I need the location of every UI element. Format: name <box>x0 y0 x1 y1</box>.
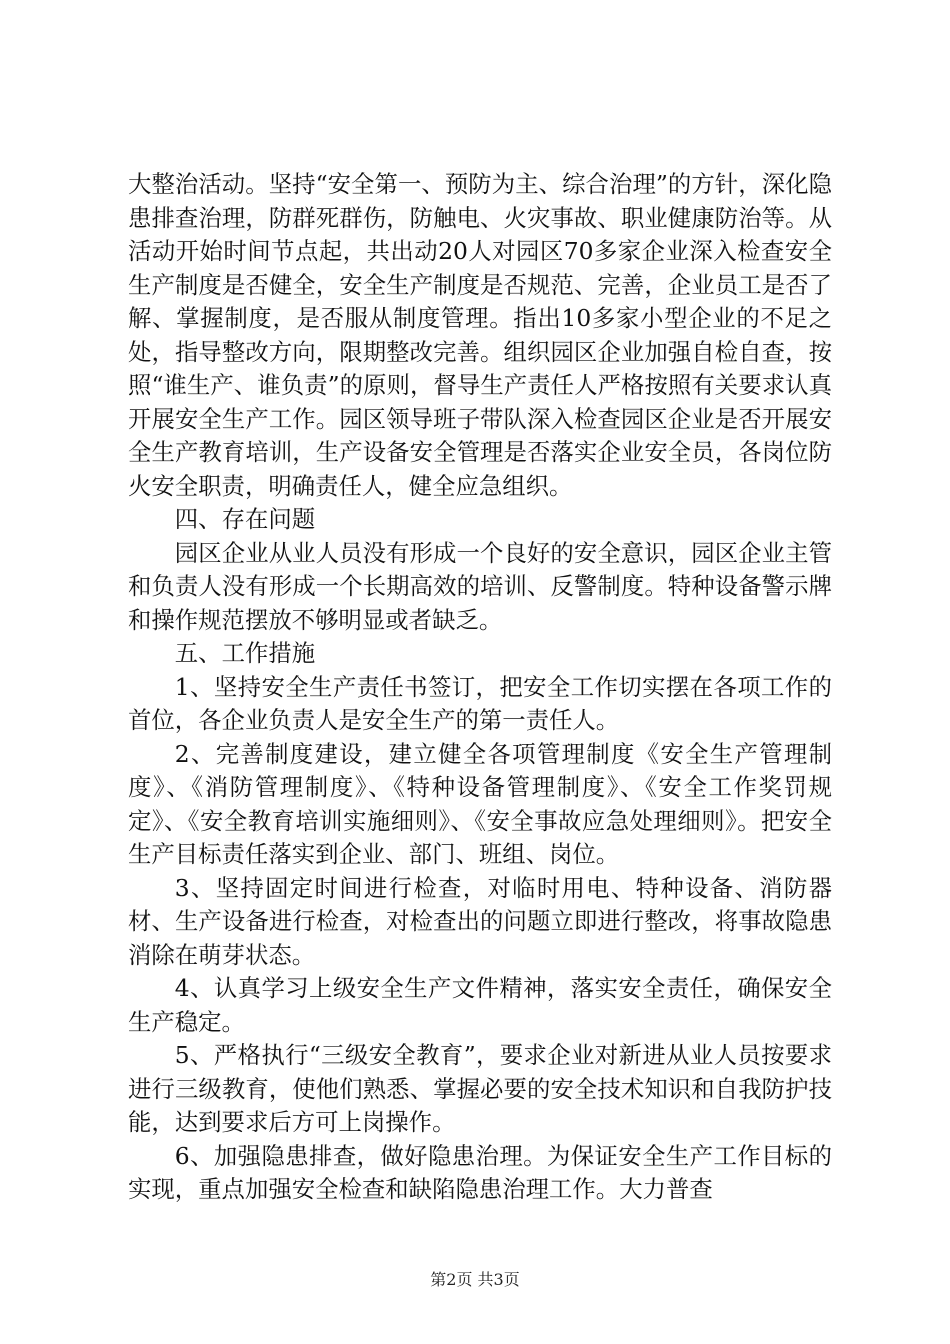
measure-item-6: 6、加强隐患排查，做好隐患治理。为保证安全生产工作目标的实现，重点加强安全检查和缺陷隐患治理工作。大力普查 <box>128 1141 832 1203</box>
measure-item-4: 4、认真学习上级安全生产文件精神，落实安全责任，确保安全生产稳定。 <box>128 974 832 1036</box>
page-number-footer: 第2页 共3页 <box>430 1270 520 1289</box>
paragraph-inspection-activity: 大整治活动。坚持“安全第一、预防为主、综合治理”的方针，深化隐患排查治理，防群死群伤，防触电、火灾事故、职业健康防治等。从活动开始时间节点起，共出动20人对园区70多家企业深入检查安全生产制度是否健全，安全生产制度是否规范、完善，企业员工是否了解、掌握制度，是否服从制度管理。指出10多家小型企业的不足之处，指导整改方向，限期整改完善。组织园区企业加强自检自查，按照“谁生产、谁负责”的原则，督导生产责任人严格按照有关要求认真开展安全生产工作。园区领导班子带队深入检查园区企业是否开展安全生产教育培训，生产设备安全管理是否落实企业安全员，各岗位防火安全职责，明确责任人，健全应急组织。 <box>128 170 832 500</box>
paragraph-problems: 园区企业从业人员没有形成一个良好的安全意识，园区企业主管和负责人没有形成一个长期高效的培训、反警制度。特种设备警示牌和操作规范摆放不够明显或者缺乏。 <box>128 538 832 634</box>
measure-item-5: 5、严格执行“三级安全教育”，要求企业对新进从业人员按要求进行三级教育，使他们熟悉、掌握必要的安全技术知识和自我防护技能，达到要求后方可上岗操作。 <box>128 1041 832 1136</box>
measure-item-1: 1、坚持安全生产责任书签订，把安全工作切实摆在各项工作的首位，各企业负责人是安全生产的第一责任人。 <box>128 672 832 734</box>
measure-item-3: 3、坚持固定时间进行检查，对临时用电、特种设备、消防器材、生产设备进行检查，对检查出的问题立即进行整改，将事故隐患消除在萌芽状态。 <box>128 873 832 969</box>
section-heading-measures: 五、工作措施 <box>174 639 316 667</box>
measure-item-2: 2、完善制度建设，建立健全各项管理制度《安全生产管理制度》、《消防管理制度》、《特种设备管理制度》、《安全工作奖罚规定》、《安全教育培训实施细则》、《安全事故应急处理细则》。把安全生产目标责任落实到企业、部门、班组、岗位。 <box>128 739 832 868</box>
document-body <box>128 168 832 1207</box>
section-heading-problems: 四、存在问题 <box>174 505 316 533</box>
